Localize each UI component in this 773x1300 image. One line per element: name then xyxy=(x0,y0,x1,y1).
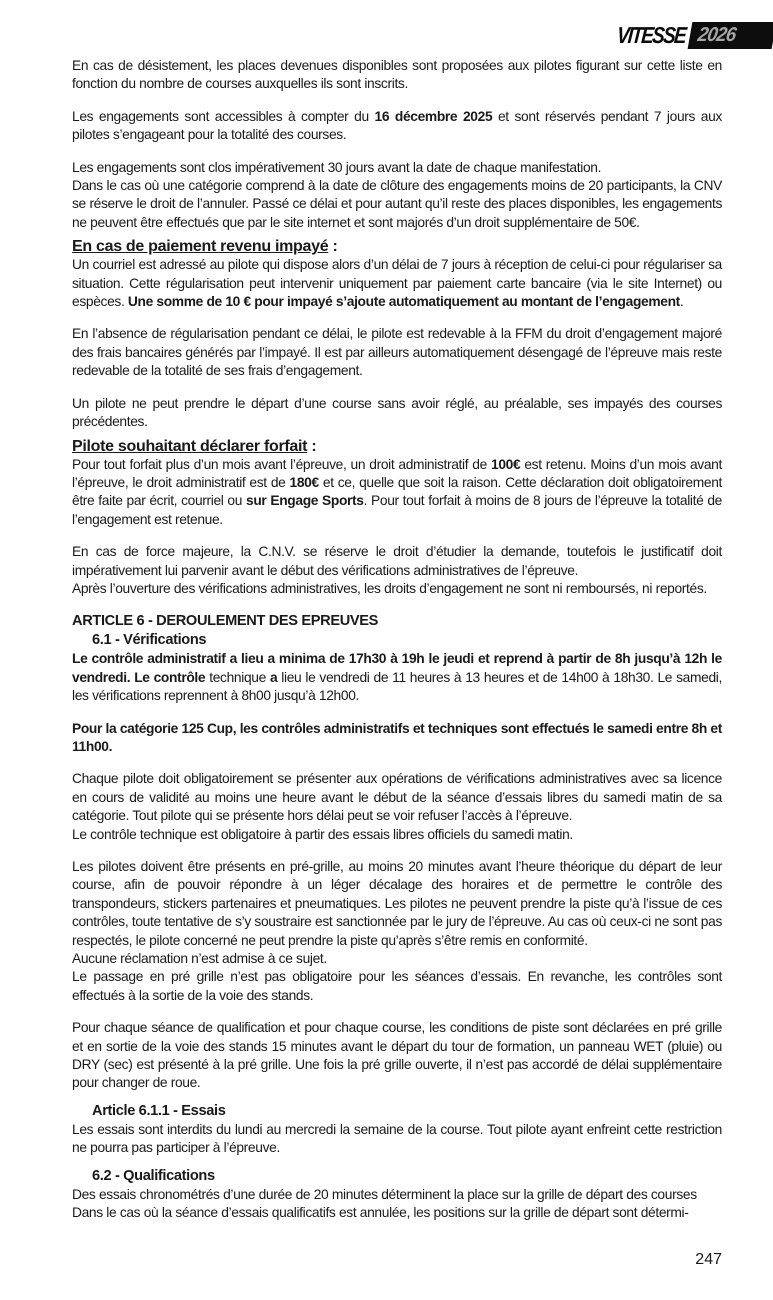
paragraph xyxy=(72,57,722,94)
text-run: Article 6.1.1 - Essais xyxy=(92,1102,226,1119)
text-run: Pour chaque séance de qualification et pour chaque course, les conditions de piste sont déclarées en pré grille et en sortie de la voie des stands 15 minutes avant le départ du tour de formation, un panneau WET (pluie) ou DRY (sec) est présenté à la pré grille. Une fois la pré grille ouverte, il n’est pas accordé de délai supplémentaire pour changer de roue. xyxy=(72,1020,722,1091)
text-run: Un pilote ne peut prendre le départ d’une course sans avoir réglé, au préalable, ses impayés des courses précédentes. xyxy=(72,395,722,430)
paragraph xyxy=(72,325,722,380)
paragraph-spacer xyxy=(72,598,722,612)
text-run: sur Engage Sports xyxy=(246,493,364,509)
paragraph xyxy=(72,968,722,1005)
text-run: Une somme de 10 € pour impayé s’ajoute automatiquement au montant de l’engagement xyxy=(127,294,680,310)
text-run: Après l’ouverture des vérifications administratives, les droits d’engagement ne sont ni remboursés, ni reportés. xyxy=(72,580,707,596)
text-run: En l’absence de régularisation pendant ce délai, le pilote est redevable à la FFM du droit d’engagement majoré des frais bancaires générés par l’impayé. Il est par ailleurs automatiquement désengagé de l’épreuve mais reste redevable de la totalité de ses frais d’engagement. xyxy=(72,326,722,379)
text-run: En cas de force majeure, la C.N.V. se réserve le droit d’étudier la demande, toutefois le justificatif doit impérativement lui parvenir avant le début des vérifications administratives de l’épreuve. xyxy=(72,544,722,578)
text-run: : xyxy=(328,238,338,256)
paragraph-spacer xyxy=(72,756,722,770)
paragraph xyxy=(72,1204,722,1222)
text-run: technique xyxy=(205,669,270,685)
paragraph-spacer xyxy=(72,1093,722,1102)
text-run: Dans le cas où la séance d’essais qualificatifs est annulée, les positions sur la grille de départ sont détermi- xyxy=(72,1205,689,1221)
text-run: . Pour tout forfait à moins de 8 jours de l’épreuve la totalité de l’engagement est retenue. xyxy=(72,493,723,527)
paragraph-spacer xyxy=(72,1158,722,1167)
text-run: Les essais sont interdits du lundi au mercredi la semaine de la course. Tout pilote ayant enfreint cette restriction ne pourra pas participer à l’épreuve. xyxy=(72,1121,722,1156)
paragraph-spacer xyxy=(72,94,722,108)
article-heading xyxy=(72,612,722,631)
vitesse-logo xyxy=(602,22,771,49)
text-run: Le contrôle administratif a lieu a minima de 17h30 à 19h le jeudi et reprend à partir de 8h jusqu’à 12h le vendredi. Le contrôle xyxy=(72,651,722,685)
text-run: Des essais chronométrés d’une durée de 20 minutes déterminent la place sur la grille de départ des courses xyxy=(72,1186,697,1202)
text-run: est retenu. Moins d’un mois avant l’épreuve, le droit administratif est de xyxy=(72,456,722,490)
text-run: 16 décembre 2025 xyxy=(374,108,493,124)
paragraph-spacer xyxy=(72,1005,722,1019)
text-run: 180€ xyxy=(289,474,319,490)
paragraph xyxy=(72,720,722,757)
paragraph xyxy=(72,826,722,844)
text-run: En cas de paiement revenu impayé xyxy=(72,238,329,256)
text-run: Pilote souhaitant déclarer forfait xyxy=(72,437,308,455)
sub-heading xyxy=(72,1167,722,1186)
paragraph-spacer xyxy=(72,529,722,543)
text-run: Les engagements sont accessibles à compter du xyxy=(72,108,375,124)
paragraph xyxy=(72,395,722,432)
text-run: En cas de désistement, les places devenues disponibles sont proposées aux pilotes figurant sur cette liste en fonction du nombre de courses auxquelles ils sont inscrits. xyxy=(72,58,722,92)
text-run: Pour tout forfait plus d’un mois avant l’épreuve, un droit administratif de xyxy=(72,456,491,472)
paragraph xyxy=(72,650,722,705)
text-run: ARTICLE 6 - DEROULEMENT DES EPREUVES xyxy=(72,613,379,630)
text-run: 6.2 - Qualifications xyxy=(92,1167,215,1184)
logo-year-text: 2026 xyxy=(696,24,738,46)
paragraph-spacer xyxy=(72,381,722,395)
paragraph xyxy=(72,1186,722,1204)
logo-year-badge xyxy=(688,22,773,49)
paragraph xyxy=(72,770,722,825)
text-run: Chaque pilote doit obligatoirement se présenter aux opérations de vérifications administratives avec sa licence en cours de validité au moins une heure avant le début de la séance d’essais libres du samedi matin de sa catégorie. Tout pilote qui se présente hors délai peut se voir refuser l’accès à l’épreuve. xyxy=(72,771,722,824)
paragraph xyxy=(72,159,722,177)
paragraph xyxy=(72,108,722,145)
paragraph xyxy=(72,543,722,580)
underlined-heading xyxy=(72,437,722,456)
text-run: 100€ xyxy=(491,456,521,472)
text-run: Les pilotes doivent être présents en pré-grille, au moins 20 minutes avant l’heure théorique du départ de leur course, afin de pouvoir répondre à un léger décalage des horaires et de permettre le contrôle des transpondeurs, stickers partenaires et pneumatiques. Les pilotes ne peuvent prendre la piste qu’à l’issue de ces contrôles, toute tentative de s’y soustraire est sanctionnée par le jury de l’épreuve. Au cas où ceux-ci ne sont pas respectés, le pilote concerné ne peut prendre la piste qu’après s’être remis en conformité. xyxy=(72,859,722,948)
text-run: Le contrôle technique est obligatoire à partir des essais libres officiels du samedi matin. xyxy=(72,826,573,842)
text-run: et ce, quelle que soit la raison. Cette déclaration doit obligatoirement être faite par écrit, courriel ou xyxy=(72,474,722,509)
sub-heading xyxy=(72,631,722,650)
paragraph-spacer xyxy=(72,706,722,720)
text-run: Le passage en pré grille n’est pas obligatoire pour les séances d’essais. En revanche, les contrôles sont effectués à la sortie de la voie des stands. xyxy=(72,969,722,1003)
paragraph xyxy=(72,177,722,232)
sub-heading xyxy=(72,1102,722,1121)
logo-vitesse-text: VITESSE xyxy=(615,22,687,48)
text-run: : xyxy=(307,437,317,455)
paragraph xyxy=(72,950,722,968)
page-number: 247 xyxy=(695,1251,722,1268)
paragraph xyxy=(72,580,722,598)
text-run: 6.1 - Vérifications xyxy=(92,632,207,649)
paragraph-spacer xyxy=(72,311,722,325)
text-run: Pour la catégorie 125 Cup, les contrôles administratifs et techniques sont effectués le samedi entre 8h et 11h00. xyxy=(72,720,722,754)
text-run: Un courriel est adressé au pilote qui dispose alors d’un délai de 7 jours à réception de celui-ci pour régulariser sa situation. Cette régularisation peut intervenir uniquement par paiement carte bancaire (via le site Internet) ou espèces. xyxy=(72,257,722,310)
underlined-heading xyxy=(72,237,722,256)
text-run: et sont réservés pendant 7 jours aux pilotes s’engageant pour la totalité des courses. xyxy=(72,108,722,143)
paragraph-spacer xyxy=(72,145,722,159)
paragraph xyxy=(72,858,722,950)
paragraph xyxy=(72,1019,722,1093)
paragraph xyxy=(72,456,722,530)
text-run: a xyxy=(269,669,278,685)
paragraph-spacer xyxy=(72,844,722,858)
text-run: lieu le vendredi de 11 heures à 13 heures et de 14h00 à 18h30. Le samedi, les vérifications reprennent à 8h00 jusqu’à 12h00. xyxy=(72,669,722,704)
text-run: Aucune réclamation n’est admise à ce sujet. xyxy=(72,951,327,967)
paragraph xyxy=(72,1121,722,1158)
paragraph xyxy=(72,256,722,311)
text-run: Dans le cas où une catégorie comprend à la date de clôture des engagements moins de 20 participants, la CNV se réserve le droit de l’annuler. Passé ce délai et pour autant qu’il reste des places disponibles, les engagements ne peuvent être effectués que par le site internet et sont majorés d’un droit supplémentaire de 50€. xyxy=(72,178,722,230)
text-run: Les engagements sont clos impérativement 30 jours avant la date de chaque manifestation. xyxy=(72,159,602,175)
document-content xyxy=(72,57,722,1223)
text-run: . xyxy=(679,294,684,310)
